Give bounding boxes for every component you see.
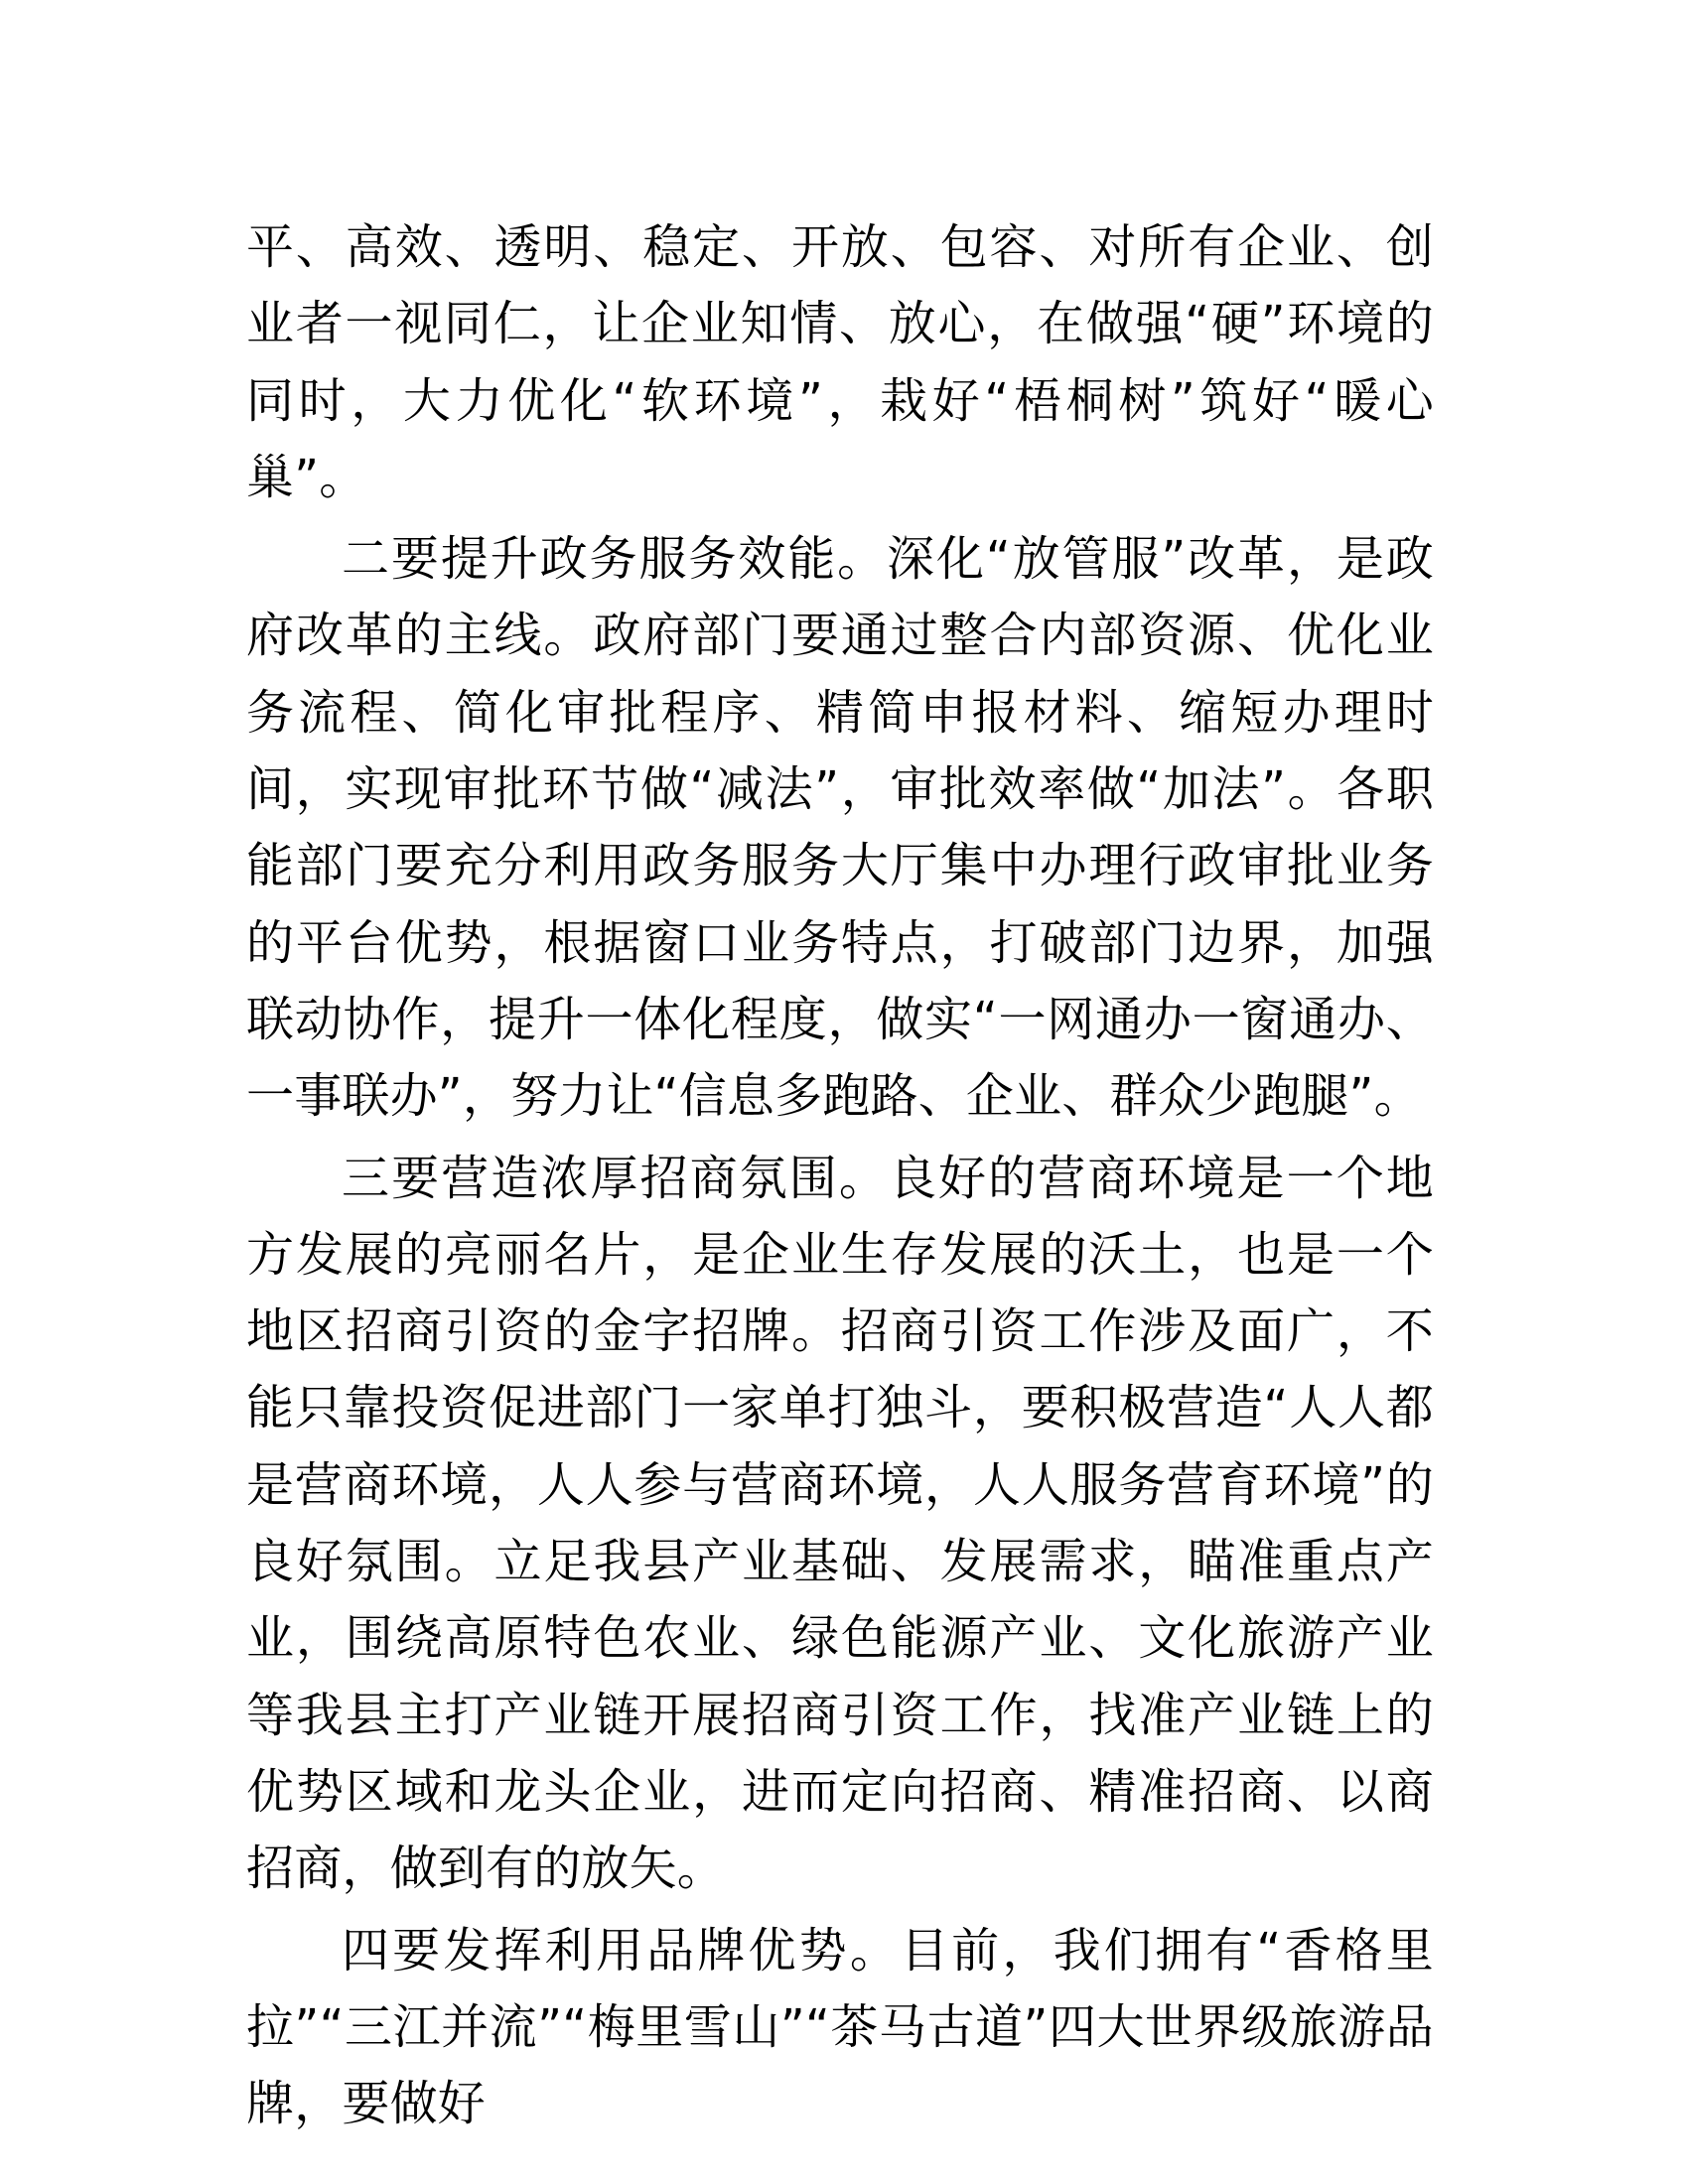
paragraph-continued: 平、高效、透明、稳定、开放、包容、对所有企业、创业者一视同仁，让企业知情、放心，在做强“硬”环境的同时，大力优化“软环境”，栽好“梧桐树”筑好“暖心巢”。	[246, 219, 1434, 505]
paragraph-brand-advantage: 四要发挥利用品牌优势。目前，我们拥有“香格里拉”“三江并流”“梅里雪山”“茶马古道”四大世界级旅游品牌，要做好	[246, 1922, 1434, 2132]
document-page	[246, 209, 1434, 2142]
paragraph-government-service: 二要提升政务服务效能。深化“放管服”改革，是政府改革的主线。政府部门要通过整合内部资源、优化业务流程、简化审批程序、精简申报材料、缩短办理时间，实现审批环节做“减法”，审批效率做“加法”。各职能部门要充分利用政务服务大厅集中办理行政审批业务的平台优势，根据窗口业务特点，打破部门边界，加强联动协作，提升一体化程度，做实“一网通办一窗通办、一事联办”，努力让“信息多跑路、企业、群众少跑腿”。	[246, 531, 1434, 1125]
paragraph-investment-atmosphere: 三要营造浓厚招商氛围。良好的营商环境是一个地方发展的亮丽名片，是企业生存发展的沃土，也是一个地区招商引资的金字招牌。招商引资工作涉及面广，不能只靠投资促进部门一家单打独斗，要积极营造“人人都是营商环境，人人参与营商环境，人人服务营育环境”的良好氛围。立足我县产业基础、发展需求，瞄准重点产业，围绕高原特色农业、绿色能源产业、文化旅游产业等我县主打产业链开展招商引资工作，找准产业链上的优势区域和龙头企业，进而定向招商、精准招商、以商招商，做到有的放矢。	[246, 1150, 1434, 1897]
